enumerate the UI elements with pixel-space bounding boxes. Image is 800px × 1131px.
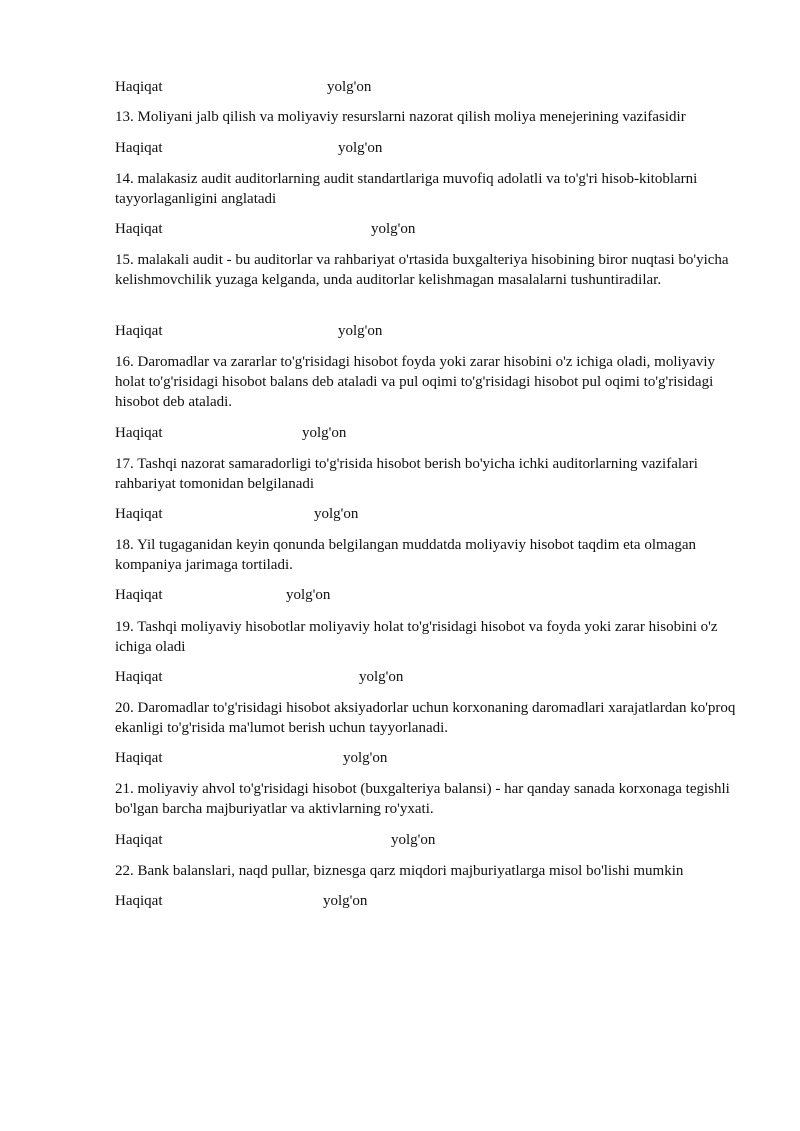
true-option: Haqiqat (115, 79, 163, 95)
false-option: yolg'on (314, 506, 359, 522)
false-option: yolg'on (359, 669, 404, 685)
false-option: yolg'on (343, 750, 388, 766)
question-16: 16. Daromadlar va zararlar to'g'risidagi hisobot foyda yoki zarar hisobini o'z ichiga oladi, moliyaviy holat to'g'risidagi hisobot balans deb ataladi va pul oqimi to'g'risidagi hisobot pul oqimi to'g'risidagi hisobot deb ataladi. (115, 354, 716, 410)
question-21: 21. moliyaviy ahvol to'g'risidagi hisobot (buxgalteriya balansi) - har qanday sanada korxonaga tegishli bo'lgan barcha majburiyatlar va aktivlarning ro'yxati. (115, 781, 730, 817)
false-option: yolg'on (327, 79, 372, 95)
true-option: Haqiqat (115, 893, 163, 909)
false-option: yolg'on (323, 893, 368, 909)
true-option: Haqiqat (115, 587, 163, 603)
true-option: Haqiqat (115, 323, 163, 339)
false-option: yolg'on (338, 140, 383, 156)
false-option: yolg'on (302, 425, 347, 441)
true-option: Haqiqat (115, 425, 163, 441)
false-option: yolg'on (371, 221, 416, 237)
question-14: 14. malakasiz audit auditorlarning audit standartlariga muvofiq adolatli va to'g'ri hisob-kitoblarni tayyorlaganligini anglatadi (115, 171, 698, 207)
question-20: 20. Daromadlar to'g'risidagi hisobot aksiyadorlar uchun korxonaning daromadlari xarajatlardan ko'proq ekanligi to'g'risida ma'lumot berish uchun tayyorlanadi. (115, 700, 736, 736)
question-19: 19. Tashqi moliyaviy hisobotlar moliyaviy holat to'g'risidagi hisobot va foyda yoki zarar hisobini o'z ichiga oladi (115, 619, 718, 655)
true-option: Haqiqat (115, 506, 163, 522)
false-option: yolg'on (286, 587, 331, 603)
question-13: 13. Moliyani jalb qilish va moliyaviy resurslarni nazorat qilish moliya menejerining vazifasidir (115, 109, 686, 125)
true-option: Haqiqat (115, 750, 163, 766)
true-option: Haqiqat (115, 140, 163, 156)
question-22: 22. Bank balanslari, naqd pullar, biznesga qarz miqdori majburiyatlarga misol bo'lishi mumkin (115, 863, 684, 879)
question-18: 18. Yil tugaganidan keyin qonunda belgilangan muddatda moliyaviy hisobot taqdim eta olmagan kompaniya jarimaga tortiladi. (115, 537, 696, 573)
question-15: 15. malakali audit - bu auditorlar va rahbariyat o'rtasida buxgalteriya hisobining biror nuqtasi bo'yicha kelishmovchilik yuzaga kelganda, unda auditorlar kelishmagan masalalarni tushuntiradilar. (115, 252, 729, 288)
false-option: yolg'on (338, 323, 383, 339)
false-option: yolg'on (391, 832, 436, 848)
true-option: Haqiqat (115, 832, 163, 848)
true-option: Haqiqat (115, 669, 163, 685)
question-17: 17. Tashqi nazorat samaradorligi to'g'risida hisobot berish bo'yicha ichki auditorlarning vazifalari rahbariyat tomonidan belgilanadi (115, 456, 698, 492)
true-option: Haqiqat (115, 221, 163, 237)
